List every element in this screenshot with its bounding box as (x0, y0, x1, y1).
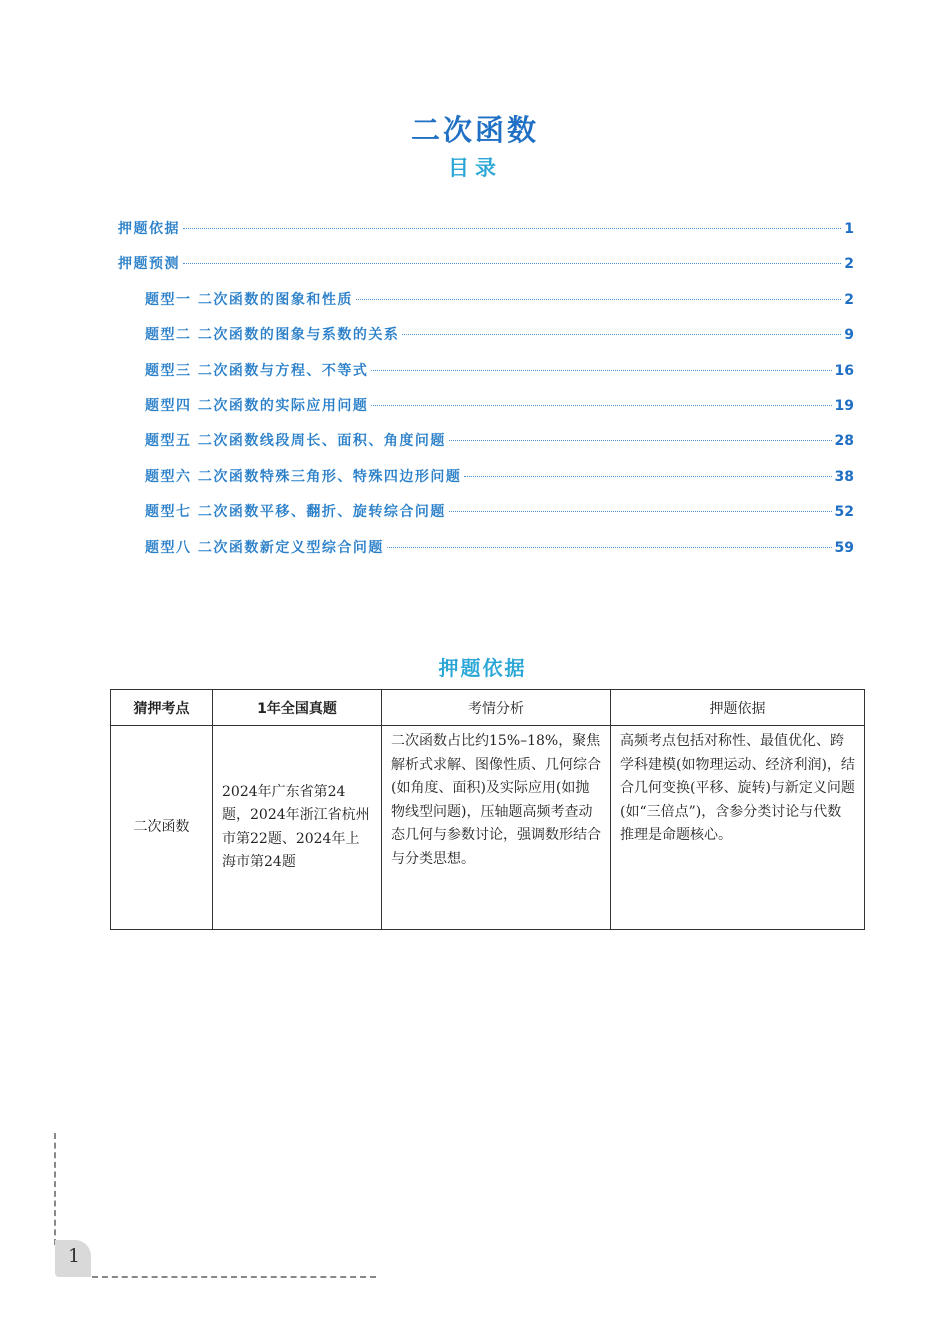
toc-entry-label: 题型一 二次函数的图象和性质 (145, 291, 353, 308)
toc-entry-page: 2 (844, 291, 854, 308)
toc-entry[interactable] (118, 218, 854, 253)
toc-entry[interactable] (118, 253, 854, 288)
table-of-contents (118, 218, 854, 572)
page-corner-dashed-line (54, 1133, 56, 1245)
toc-entry-page: 1 (844, 221, 854, 237)
exams-cell: 2024年广东省第24题，2024年浙江省杭州市第22题、2024年上海市第24题 (213, 726, 382, 930)
toc-entry-page: 52 (834, 504, 854, 521)
toc-leader-dots (464, 476, 831, 477)
toc-leader-dots (449, 440, 832, 441)
toc-entry-page: 9 (844, 327, 854, 344)
page-bottom-dashed-line (92, 1276, 376, 1278)
toc-leader-dots (183, 263, 841, 264)
toc-entry-page: 19 (834, 397, 854, 414)
toc-entry-label: 题型三 二次函数与方程、不等式 (145, 362, 369, 379)
toc-subentry[interactable] (118, 289, 854, 324)
toc-leader-dots (449, 511, 832, 512)
toc-leader-dots (356, 299, 841, 300)
table-row (111, 726, 865, 930)
column-header: 押题依据 (611, 690, 865, 726)
toc-entry-label: 押题预测 (118, 256, 180, 273)
toc-entry-label: 题型七 二次函数平移、翻折、旋转综合问题 (145, 504, 446, 521)
toc-entry-page: 59 (834, 539, 854, 556)
topic-cell: 二次函数 (111, 726, 213, 930)
basis-table (110, 689, 865, 930)
page-number: 1 (68, 1245, 81, 1267)
toc-entry-page: 2 (844, 256, 854, 273)
toc-entry-label: 押题依据 (118, 221, 180, 237)
toc-subentry[interactable] (118, 430, 854, 465)
toc-leader-dots (387, 547, 832, 548)
toc-subentry[interactable] (118, 395, 854, 430)
toc-entry-label: 题型二 二次函数的图象与系数的关系 (145, 327, 400, 344)
analysis-cell: 二次函数占比约15%–18%，聚焦解析式求解、图像性质、几何综合(如角度、面积)及实际应用(如抛物线型问题)，压轴题高频考查动态几何与参数讨论，强调数形结合与分类思想。 (382, 726, 611, 930)
toc-subentry[interactable] (118, 501, 854, 536)
basis-cell: 高频考点包括对称性、最值优化、跨学科建模(如物理运动、经济利润)，结合几何变换(平移、旋转)与新定义问题(如“三倍点”)，含参分类讨论与代数推理是命题核心。 (611, 726, 865, 930)
toc-heading: 目录 (448, 156, 502, 180)
table-header-row (111, 690, 865, 726)
toc-entry-page: 16 (834, 362, 854, 379)
toc-leader-dots (371, 405, 831, 406)
toc-leader-dots (402, 334, 841, 335)
toc-subentry[interactable] (118, 360, 854, 395)
document-title: 二次函数 (410, 113, 539, 147)
section-heading-basis: 押题依据 (438, 656, 527, 680)
toc-leader-dots (371, 370, 831, 371)
toc-entry-label: 题型五 二次函数线段周长、面积、角度问题 (145, 433, 446, 450)
toc-entry-page: 38 (834, 468, 854, 485)
toc-leader-dots (183, 228, 841, 229)
toc-entry-label: 题型八 二次函数新定义型综合问题 (145, 539, 384, 556)
column-header: 猜押考点 (111, 690, 213, 726)
column-header: 1年全国真题 (213, 690, 382, 726)
toc-entry-page: 28 (834, 433, 854, 450)
toc-subentry[interactable] (118, 537, 854, 572)
toc-subentry[interactable] (118, 466, 854, 501)
toc-entry-label: 题型四 二次函数的实际应用问题 (145, 397, 369, 414)
column-header: 考情分析 (382, 690, 611, 726)
toc-subentry[interactable] (118, 324, 854, 359)
toc-entry-label: 题型六 二次函数特殊三角形、特殊四边形问题 (145, 468, 462, 485)
